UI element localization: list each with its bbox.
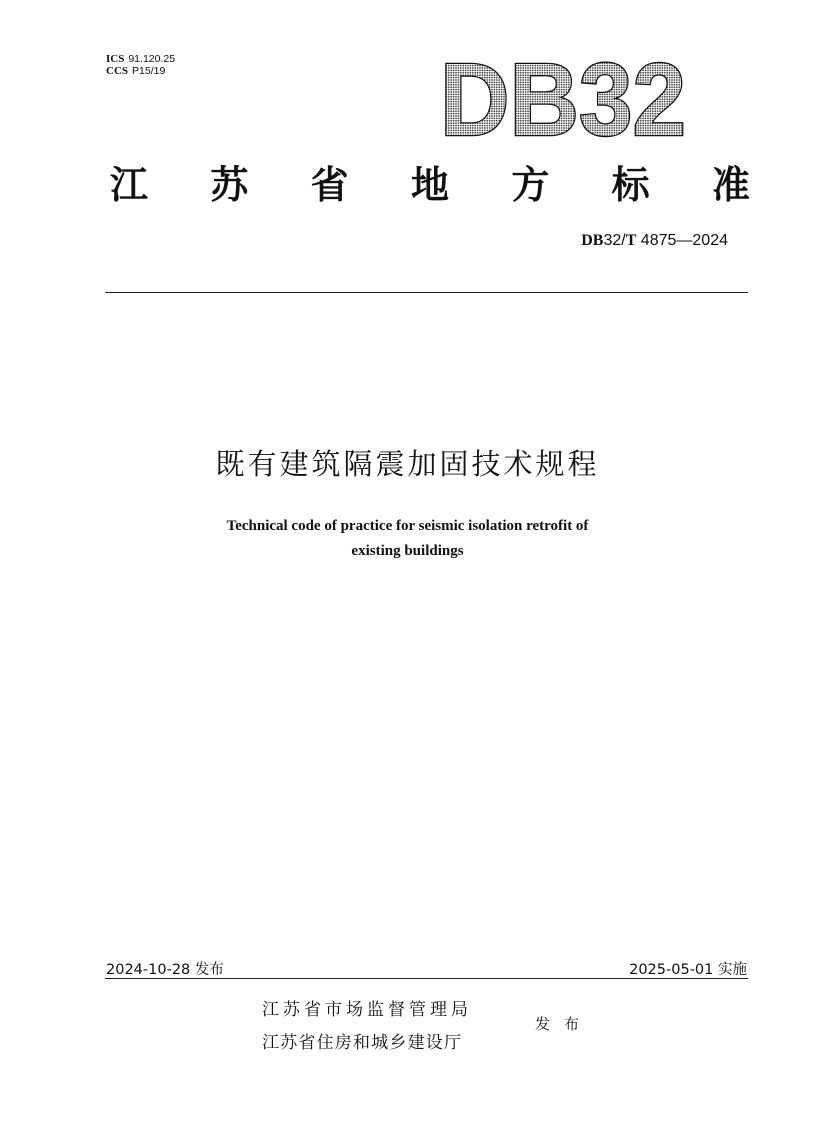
heading-char: 准 <box>711 163 750 207</box>
standard-number <box>581 232 728 250</box>
english-title-line: Technical code of practice for seismic isolation retrofit of <box>226 518 589 534</box>
implementation-date: 2025-05-01 实施 <box>629 962 747 978</box>
heading-char: 苏 <box>210 163 249 207</box>
standard-number-middle: 32/ <box>603 232 626 249</box>
bottom-divider <box>105 978 748 979</box>
ics-label: ICS <box>106 53 125 65</box>
document-title-chinese: 既有建筑隔震加固技术规程 <box>215 447 600 481</box>
english-title-line: existing buildings <box>351 543 464 559</box>
heading-char: 标 <box>611 163 650 207</box>
ccs-code <box>106 65 165 77</box>
publish-date: 2024-10-28 发布 <box>106 962 224 978</box>
standard-number-prefix: DB <box>581 232 604 249</box>
issuer-housing-construction: 江苏省住房和城乡建设厅 <box>262 1033 463 1053</box>
ccs-label: CCS <box>106 65 129 77</box>
ccs-value: P15/19 <box>132 65 166 77</box>
heading-char: 省 <box>310 163 349 207</box>
heading-char: 江 <box>110 163 149 207</box>
document-title-english <box>150 514 665 564</box>
ics-code <box>106 53 175 65</box>
standard-number-value: 4875—2024 <box>636 232 728 249</box>
issuer-market-regulation: 江苏省市场监督管理局 <box>262 1000 472 1020</box>
heading-char: 地 <box>410 163 449 207</box>
heading-char: 方 <box>511 163 550 207</box>
standard-type-heading <box>110 160 750 210</box>
db32-logo <box>438 50 688 140</box>
ics-value: 91.120.25 <box>128 53 176 65</box>
top-divider <box>105 292 748 293</box>
standard-number-type: T <box>625 232 637 249</box>
logo-text: DB32 <box>440 50 686 140</box>
issue-label: 发布 <box>535 1015 594 1033</box>
